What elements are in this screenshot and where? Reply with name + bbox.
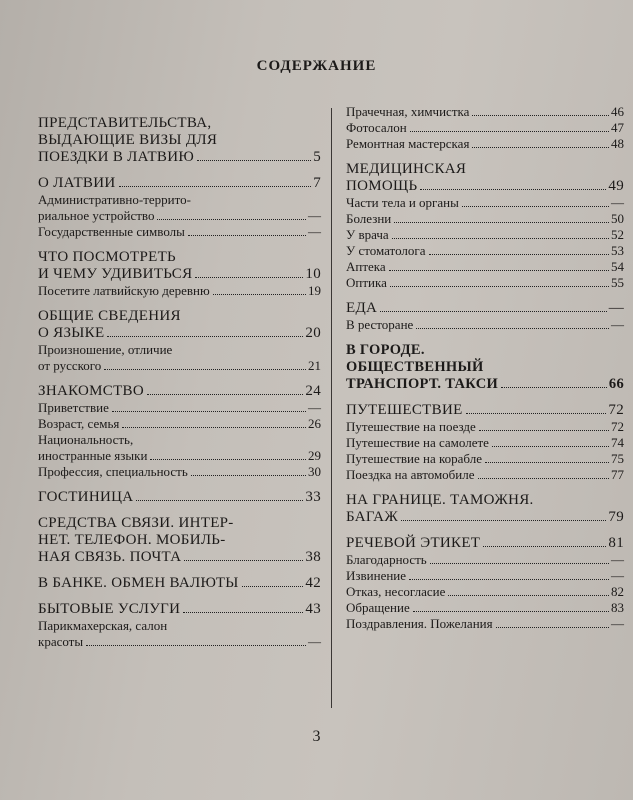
dot-leader [213,294,306,295]
page-ref: 75 [611,451,624,466]
toc-entry [346,509,624,526]
page-title: СОДЕРЖАНИЕ [256,58,377,74]
toc-subentry [346,600,624,616]
toc-section-food [346,300,624,333]
page-ref: 21 [308,358,321,373]
page-ref: 77 [611,467,624,482]
toc-left-column [38,115,321,659]
dot-leader [401,520,606,521]
page-ref: 47 [611,120,624,135]
toc-entry [346,402,624,419]
dot-leader [183,612,303,613]
dot-leader [394,222,609,223]
page-ref: 10 [305,266,321,282]
page-ref: — [308,208,321,223]
dot-leader [409,579,609,580]
section-title: ЗНАКОМСТВО [38,383,144,399]
dot-leader [184,560,303,561]
toc-section-acquaintance [38,383,321,480]
page-ref: 46 [611,104,624,119]
toc-subentry [346,568,624,584]
toc-subentry [346,419,624,435]
subsection-title: Путешествие на поезде [346,419,476,434]
page-ref: 66 [608,376,624,392]
page-ref: 50 [611,211,624,226]
subsection-title: Аптека [346,259,386,274]
toc-section-language [38,308,321,374]
page-ref: 43 [305,601,321,617]
subsection-title: Поздравления. Пожелания [346,616,493,631]
page-ref: — [308,224,321,239]
section-title-line: ПОЕЗДКИ В ЛАТВИЮ [38,149,195,165]
toc-entry [38,149,321,166]
dot-leader [150,459,306,460]
dot-leader [191,475,306,476]
toc-subentry [346,317,624,333]
dot-leader [448,595,609,596]
subsection-title: риальное устройство [38,208,155,223]
dot-leader [462,206,609,207]
dot-leader [472,147,609,148]
section-title-line: СРЕДСТВА СВЯЗИ. ИНТЕР- [38,515,234,531]
page-ref: 30 [308,464,321,479]
section-title-line: НАЯ СВЯЗЬ. ПОЧТА [38,549,182,565]
page-ref: 7 [313,175,321,191]
dot-leader [197,160,311,161]
page-ref: 5 [313,149,321,165]
toc-section-etiquette [346,535,624,632]
dot-leader [483,546,606,547]
page-ref: 54 [611,259,624,274]
toc-subentry [346,275,624,291]
section-title-line: ПОМОЩЬ [346,178,418,194]
page-ref: — [308,634,321,649]
page-number: 3 [312,728,321,745]
section-title-line: ЧТО ПОСМОТРЕТЬ [38,249,176,265]
dot-leader [122,427,306,428]
section-title-line: И ЧЕМУ УДИВИТЬСЯ [38,266,193,282]
toc-right-column [346,104,624,641]
dot-leader [492,446,609,447]
toc-subentry [346,552,624,568]
section-title-line: ПРЕДСТАВИТЕЛЬСТВА, [38,115,212,131]
toc-section-sightseeing [38,249,321,299]
column-divider [331,108,332,708]
section-title-line: В ГОРОДЕ. [346,342,425,358]
subsection-title: иностранные языки [38,448,148,463]
dot-leader [389,270,609,271]
toc-subentry [38,634,321,650]
subsection-title: Болезни [346,211,392,226]
section-title-line: ВЫДАЮЩИЕ ВИЗЫ ДЛЯ [38,132,218,148]
toc-entry [346,178,624,195]
page-ref: 79 [608,509,624,525]
dot-leader [195,277,303,278]
toc-subentry [346,136,624,152]
toc-entry [38,549,321,566]
toc-section-services-cont [346,104,624,152]
toc-section-hotel [38,489,321,506]
section-title-line: БАГАЖ [346,509,399,525]
toc-subentry [38,448,321,464]
toc-subentry [346,435,624,451]
page-ref: — [308,400,321,415]
toc-subentry [346,195,624,211]
subsection-title: Возраст, семья [38,416,120,431]
dot-leader [420,189,606,190]
toc-subentry [38,464,321,480]
toc-section-bank [38,575,321,592]
toc-entry [38,489,321,506]
subsection-title: Благодарность [346,552,427,567]
toc-entry [38,266,321,283]
page-ref: — [611,195,624,210]
page-ref: 29 [308,448,321,463]
section-title-line: ОБЩЕСТВЕННЫЙ [346,359,484,375]
page-ref: 33 [305,489,321,505]
dot-leader [485,462,609,463]
section-title: ГОСТИНИЦА [38,489,134,505]
section-title-line: О ЯЗЫКЕ [38,325,105,341]
section-title: ЕДА [346,300,378,316]
page-ref: 81 [608,535,624,551]
subsection-title: от русского [38,358,102,373]
page-ref: 19 [308,283,321,298]
toc-entry [346,535,624,552]
section-title-line: НА ГРАНИЦЕ. ТАМОЖНЯ. [346,492,534,508]
page-ref: 26 [308,416,321,431]
dot-leader [188,235,306,236]
toc-subentry [346,227,624,243]
toc-subentry [346,243,624,259]
subsection-title: Части тела и органы [346,195,459,210]
toc-subentry [346,616,624,632]
page-ref: 48 [611,136,624,151]
subsection-title: Поездка на автомобиле [346,467,475,482]
page-ref: 52 [611,227,624,242]
toc-section-embassies [38,115,321,166]
toc-subentry [38,358,321,374]
dot-leader [410,131,609,132]
page-ref: 72 [608,402,624,418]
dot-leader [380,311,607,312]
subsection-title: Путешествие на самолете [346,435,489,450]
subsection-title: Посетите латвийскую деревню [38,283,210,298]
subsection-title: Обращение [346,600,410,615]
toc-section-border [346,492,624,526]
toc-subentry [346,120,624,136]
page-ref: 42 [305,575,321,591]
page-ref: — [611,552,624,567]
page-ref: 49 [608,178,624,194]
section-title-line: НЕТ. ТЕЛЕФОН. МОБИЛЬ- [38,532,226,548]
dot-leader [390,286,609,287]
toc-subentry [346,584,624,600]
dot-leader [416,328,609,329]
section-title: ПУТЕШЕСТВИЕ [346,402,463,418]
dot-leader [472,115,609,116]
page-ref: — [608,300,624,316]
section-title: РЕЧЕВОЙ ЭТИКЕТ [346,535,481,551]
subsection-title-line: Национальность, [38,432,134,447]
dot-leader [104,369,306,370]
dot-leader [466,413,607,414]
subsection-title: Прачечная, химчистка [346,104,470,119]
page-ref: 53 [611,243,624,258]
subsection-title: Ремонтная мастерская [346,136,470,151]
toc-section-travel [346,402,624,483]
toc-entry [346,300,624,317]
toc-subentry [346,104,624,120]
toc-subentry [346,211,624,227]
toc-subentry [38,416,321,432]
section-title: О ЛАТВИИ [38,175,116,191]
page-ref: 20 [305,325,321,341]
subsection-title-line: Парикмахерская, салон [38,618,168,633]
section-title-line: ТРАНСПОРТ. ТАКСИ [346,376,499,392]
toc-subentry [346,467,624,483]
subsection-title: Оптика [346,275,387,290]
toc-section-communication [38,515,321,566]
toc-section-medical [346,161,624,291]
subsection-title-line: Произношение, отличие [38,342,173,357]
subsection-title: красоты [38,634,84,649]
dot-leader [430,563,609,564]
toc-entry [38,601,321,618]
page-ref: — [611,616,624,631]
dot-leader [147,394,303,395]
toc-entry [38,383,321,400]
dot-leader [119,186,312,187]
dot-leader [496,627,609,628]
subsection-title: Отказ, несогласие [346,584,446,599]
section-title-line: ОБЩИЕ СВЕДЕНИЯ [38,308,181,324]
toc-section-city [346,342,624,393]
toc-section-services [38,601,321,650]
page-ref: 74 [611,435,624,450]
dot-leader [136,500,303,501]
toc-subentry [346,259,624,275]
page-ref: — [611,568,624,583]
dot-leader [501,387,607,388]
page-ref: 72 [611,419,624,434]
dot-leader [413,611,609,612]
toc-subentry [38,400,321,416]
toc-entry [38,175,321,192]
page-ref: 38 [305,549,321,565]
section-title-line: МЕДИЦИНСКАЯ [346,161,467,177]
subsection-title: Путешествие на корабле [346,451,482,466]
subsection-title: Фотосалон [346,120,407,135]
subsection-title: В ресторане [346,317,414,332]
toc-subentry [38,224,321,240]
toc-subentry [346,451,624,467]
page-ref: 24 [305,383,321,399]
dot-leader [107,336,303,337]
subsection-title-line: Административно-террито- [38,192,191,207]
toc-subentry [38,208,321,224]
dot-leader [86,645,306,646]
toc-entry [38,325,321,342]
dot-leader [478,478,609,479]
subsection-title: Профессия, специальность [38,464,188,479]
subsection-title: У стоматолога [346,243,426,258]
dot-leader [479,430,609,431]
section-title: БЫТОВЫЕ УСЛУГИ [38,601,181,617]
subsection-title: Извинение [346,568,407,583]
page-ref: 55 [611,275,624,290]
toc-entry [346,376,624,393]
subsection-title: Государственные символы [38,224,185,239]
dot-leader [157,219,306,220]
dot-leader [242,586,304,587]
dot-leader [112,411,306,412]
page-ref: 83 [611,600,624,615]
toc-section-about-latvia [38,175,321,240]
page-ref: 82 [611,584,624,599]
toc-entry [38,575,321,592]
toc-subentry [38,283,321,299]
page-ref: — [611,317,624,332]
section-title: В БАНКЕ. ОБМЕН ВАЛЮТЫ [38,575,239,591]
subsection-title: Приветствие [38,400,109,415]
dot-leader [429,254,610,255]
dot-leader [392,238,609,239]
subsection-title: У врача [346,227,389,242]
